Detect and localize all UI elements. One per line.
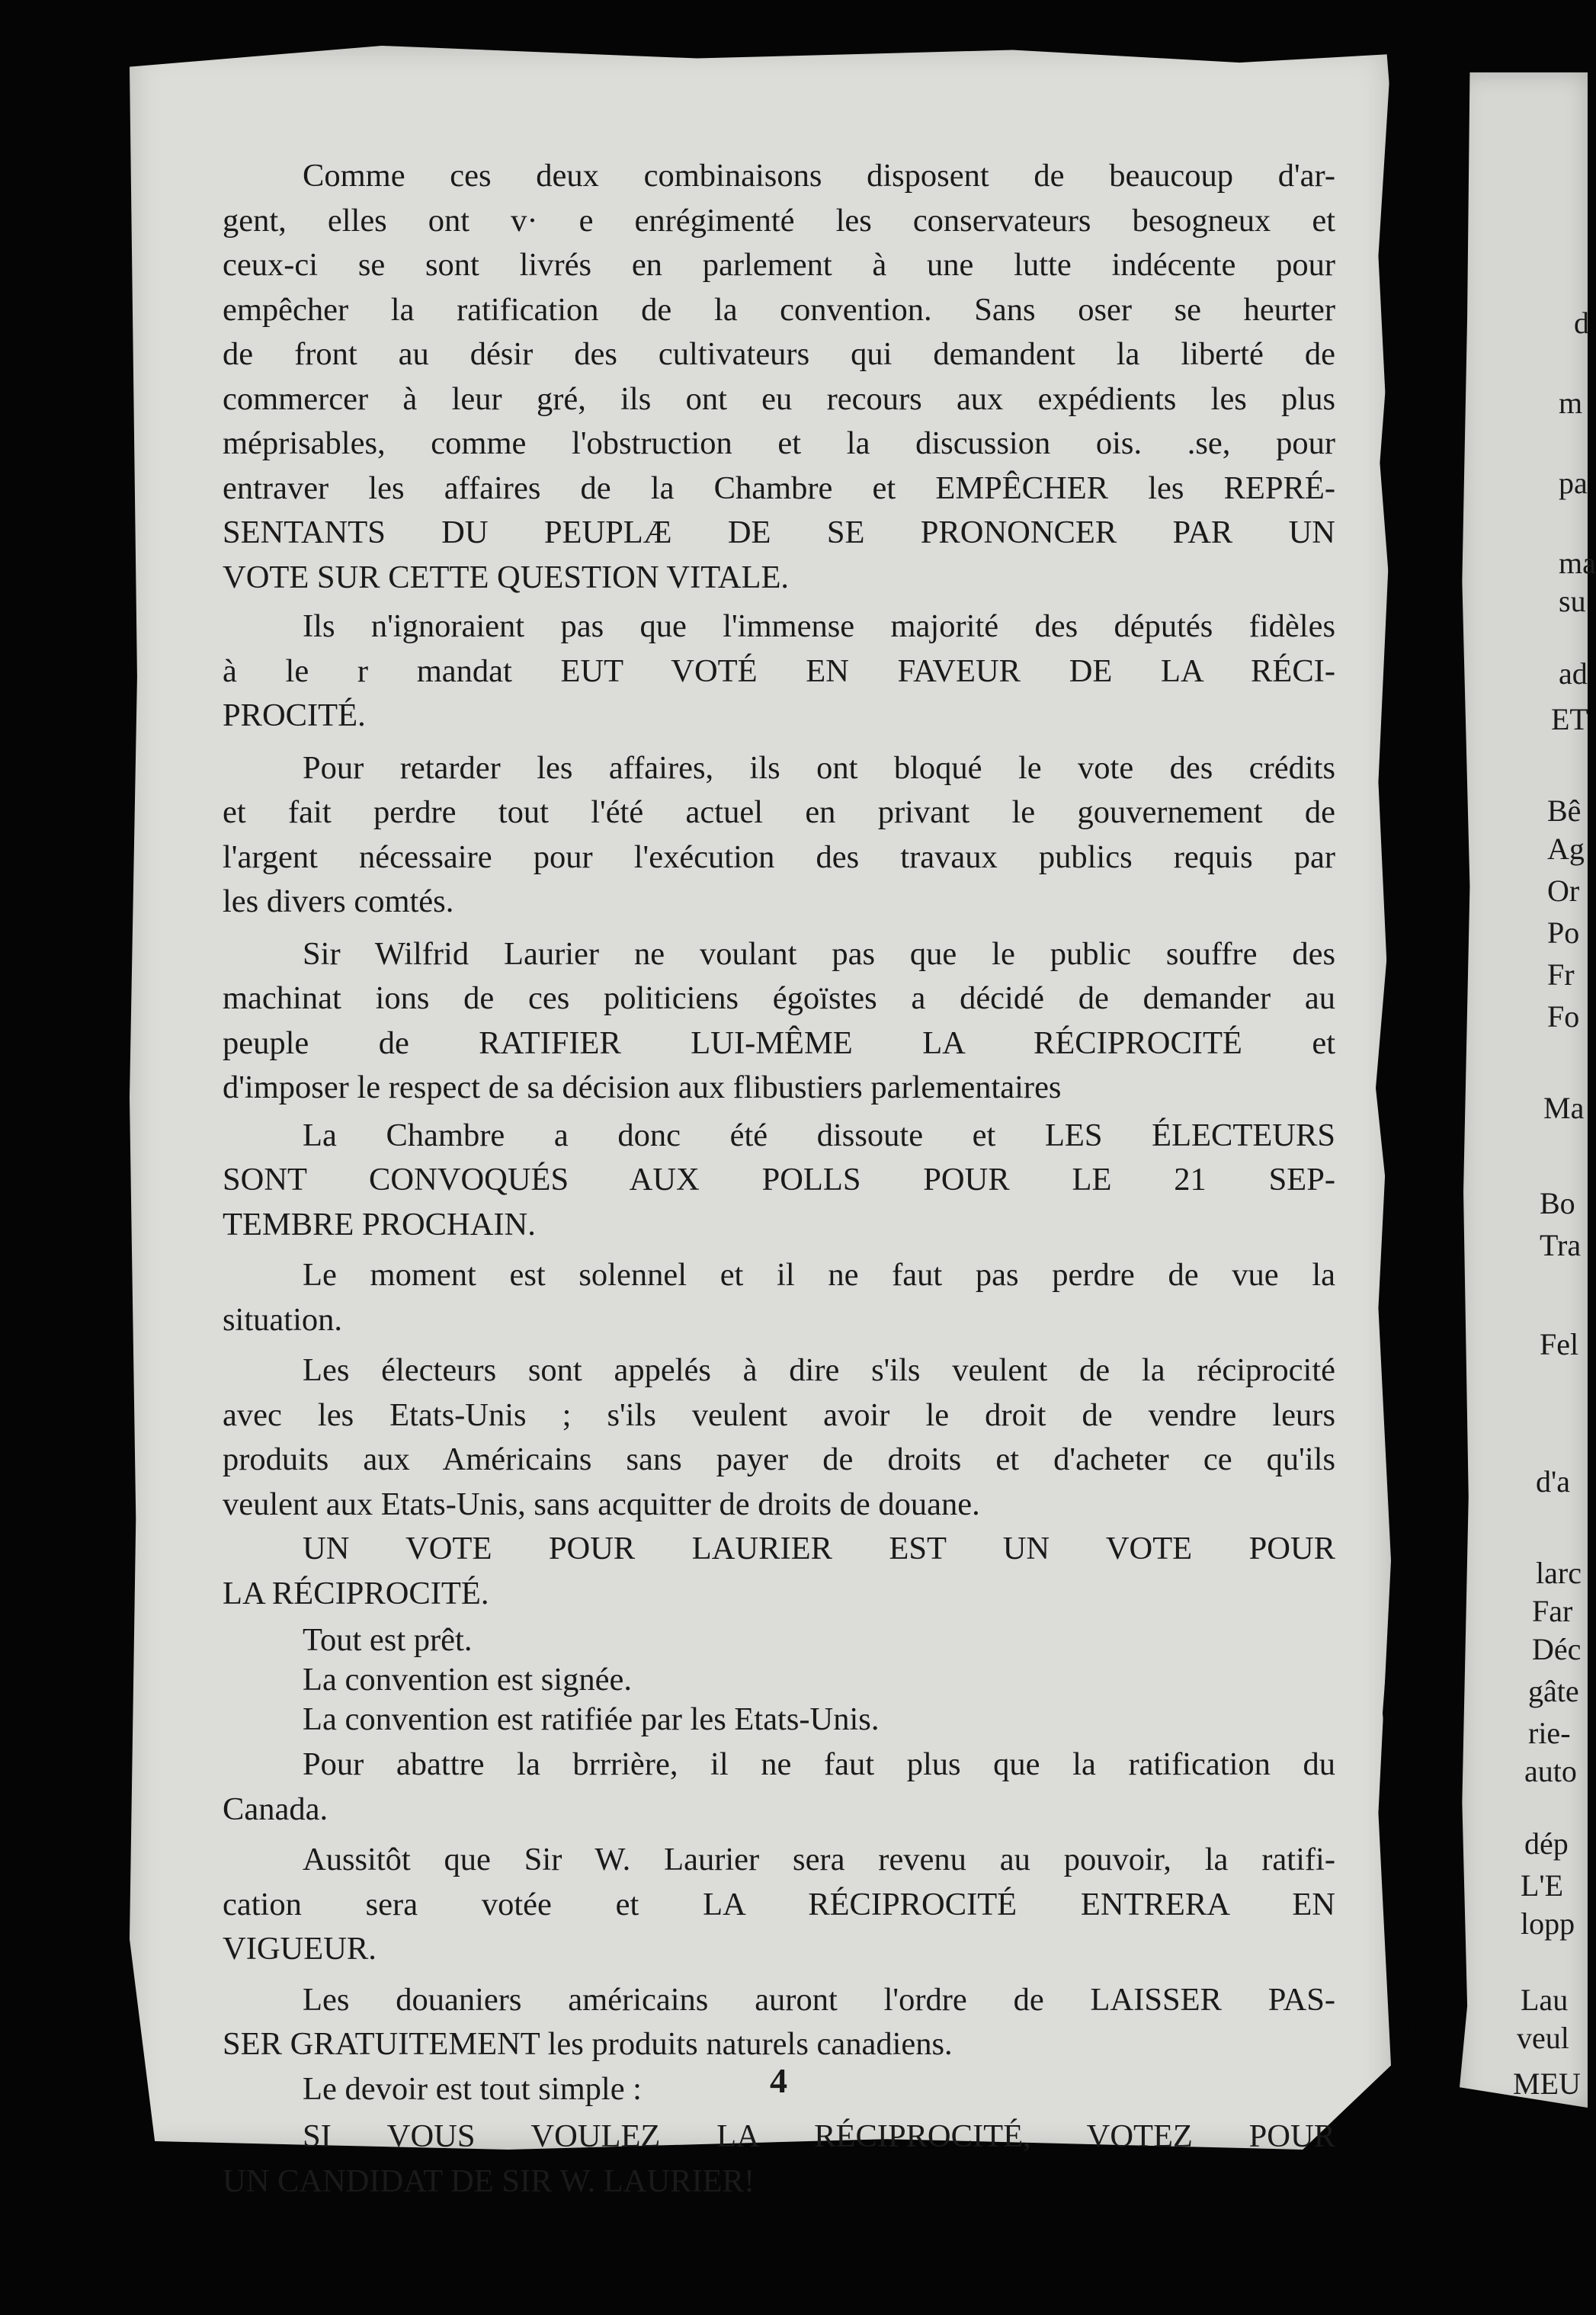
text-line: et fait perdre tout l'été actuel en privant le gouvernement de [223, 794, 1335, 830]
right-fragment: Po [1547, 915, 1580, 950]
paragraph-short_lines [223, 1621, 1335, 1739]
paragraph-p13 [223, 2115, 1335, 2204]
text-line: gent, elles ont v· e enrégimenté les conservateurs besogneux et [223, 202, 1335, 239]
right-fragment: Bê [1547, 794, 1582, 828]
text-line: machinat ions de ces politiciens égoïstes a décidé de demander au [223, 980, 1335, 1016]
text-line: La convention est signée. [303, 1662, 632, 1698]
right-fragment: d'a [1536, 1464, 1570, 1499]
text-line: veulent aux Etats-Unis, sans acquitter de droits de douane. [223, 1486, 980, 1522]
right-fragment: d [1574, 306, 1589, 340]
right-fragment: larc [1536, 1556, 1582, 1590]
paragraph-p6 [223, 1253, 1335, 1342]
text-line: UN VOTE POUR LAURIER EST UN VOTE POUR [303, 1531, 1335, 1566]
paragraph-p1 [223, 154, 1335, 600]
right-fragment: Ma [1543, 1091, 1585, 1125]
text-line: produits aux Américains sans payer de droits et d'acheter ce qu'ils [223, 1441, 1335, 1477]
text-line: Sir Wilfrid Laurier ne voulant pas que le public souffre des [303, 935, 1335, 972]
right-fragment: ma [1559, 546, 1596, 580]
text-line: UN CANDIDAT DE SIR W. LAURIER! [223, 2163, 755, 2199]
right-fragment: MEU [1513, 2067, 1581, 2101]
text-line: Les douaniers américains auront l'ordre de LAISSER PAS- [303, 1981, 1335, 2018]
right-fragment: Tra [1540, 1228, 1582, 1262]
text-line: SENTANTS DU PEUPLÆ DE SE PRONONCER PAR UN [223, 515, 1335, 550]
paragraph-p8 [223, 1527, 1335, 1616]
page-number: 4 [770, 2061, 787, 2100]
text-line: méprisables, comme l'obstruction et la discussion ois. .se, pour [223, 425, 1335, 461]
right-fragment: Fr [1547, 957, 1575, 992]
paragraph-p7 [223, 1348, 1335, 1527]
right-fragment: gâte [1528, 1674, 1579, 1708]
right-fragment: Far [1532, 1594, 1573, 1628]
text-line: Pour retarder les affaires, ils ont bloqué le vote des crédits [303, 749, 1335, 786]
right-fragment: ET [1551, 702, 1588, 736]
text-line: de front au désir des cultivateurs qui demandent la liberté de [223, 336, 1335, 372]
paragraph-p2 [223, 604, 1335, 739]
text-line: Tout est prêt. [303, 1622, 473, 1658]
paragraph-p5 [223, 1114, 1335, 1248]
paragraph-p11 [223, 1978, 1335, 2067]
text-line: ceux-ci se sont livrés en parlement à une lutte indécente pour [223, 247, 1335, 283]
right-fragment: Or [1547, 874, 1580, 908]
right-fragment: lopp [1521, 1906, 1575, 1941]
paragraph-p3 [223, 746, 1335, 925]
text-line: Ils n'ignoraient pas que l'immense majorité des députés fidèles [303, 608, 1335, 644]
right-fragment: Ag [1547, 832, 1585, 866]
right-fragment: auto [1524, 1754, 1577, 1788]
paragraph-p10 [223, 1838, 1335, 1972]
right-fragment: m [1559, 386, 1583, 420]
text-line: les divers comtés. [223, 883, 454, 919]
text-line: commercer à leur gré, ils ont eu recours aux expédients les plus [223, 380, 1335, 417]
text-line: cation sera votée et LA RÉCIPROCITÉ ENTRERA EN [223, 1886, 1335, 1922]
text-line: La convention est ratifiée par les Etats-Unis. [303, 1701, 880, 1737]
text-line: Les électeurs sont appelés à dire s'ils veulent de la réciprocité [303, 1352, 1335, 1388]
text-line: Canada. [223, 1791, 328, 1827]
right-fragment: veul [1517, 2021, 1569, 2055]
text-line: PROCITÉ. [223, 697, 366, 733]
text-line: situation. [223, 1301, 343, 1338]
text-line: entraver les affaires de la Chambre et EMPÊCHER les REPRÉ- [223, 470, 1335, 506]
text-line: SONT CONVOQUÉS AUX POLLS POUR LE 21 SEP- [223, 1162, 1335, 1198]
right-fragment: ad [1559, 656, 1588, 691]
right-fragment: Fel [1540, 1327, 1579, 1361]
right-fragment: dép [1524, 1826, 1569, 1861]
text-line: avec les Etats-Unis ; s'ils veulent avoir le droit de vendre leurs [223, 1396, 1335, 1433]
text-line: peuple de RATIFIER LUI-MÊME LA RÉCIPROCITÉ et [223, 1024, 1335, 1061]
text-line: Le devoir est tout simple : [303, 2070, 642, 2107]
text-line: à le r mandat EUT VOTÉ EN FAVEUR DE LA RÉCI- [223, 652, 1335, 689]
text-line: Pour abattre la brrrière, il ne faut plus que la ratification du [303, 1746, 1335, 1782]
right-fragment: Lau [1521, 1983, 1569, 2017]
right-fragment: Fo [1547, 999, 1580, 1034]
text-line: Le moment est solennel et il ne faut pas perdre de vue la [303, 1257, 1335, 1293]
text-line: La Chambre a donc été dissoute et LES ÉLECTEURS [303, 1117, 1335, 1153]
text-line: SER GRATUITEMENT les produits naturels canadiens. [223, 2026, 953, 2062]
text-line: VOTE SUR CETTE QUESTION VITALE. [223, 559, 790, 595]
text-line: SI VOUS VOULEZ LA RÉCIPROCITÉ, VOTEZ POUR [303, 2118, 1335, 2154]
text-line: l'argent nécessaire pour l'exécution des travaux publics requis par [223, 838, 1335, 875]
paragraph-p4 [223, 932, 1335, 1111]
right-fragment: Déc [1532, 1632, 1582, 1666]
text-line: TEMBRE PROCHAIN. [223, 1206, 536, 1242]
right-fragment: Bo [1540, 1186, 1575, 1220]
right-fragment: L'E [1521, 1868, 1564, 1903]
right-fragment: rie- [1528, 1716, 1571, 1750]
text-line: Comme ces deux combinaisons disposent de beaucoup d'ar- [303, 158, 1335, 194]
right-fragment: su [1559, 584, 1586, 618]
text-line: Aussitôt que Sir W. Laurier sera revenu au pouvoir, la ratifi- [303, 1842, 1335, 1877]
paragraph-p9 [223, 1743, 1335, 1832]
text-line: d'imposer le respect de sa décision aux flibustiers parlementaires [223, 1069, 1062, 1105]
text-line: VIGUEUR. [223, 1931, 377, 1967]
text-line: LA RÉCIPROCITÉ. [223, 1575, 489, 1611]
text-line: empêcher la ratification de la convention. Sans oser se heurter [223, 291, 1335, 328]
right-fragment: pa [1559, 466, 1588, 500]
page-text [223, 154, 1335, 2204]
